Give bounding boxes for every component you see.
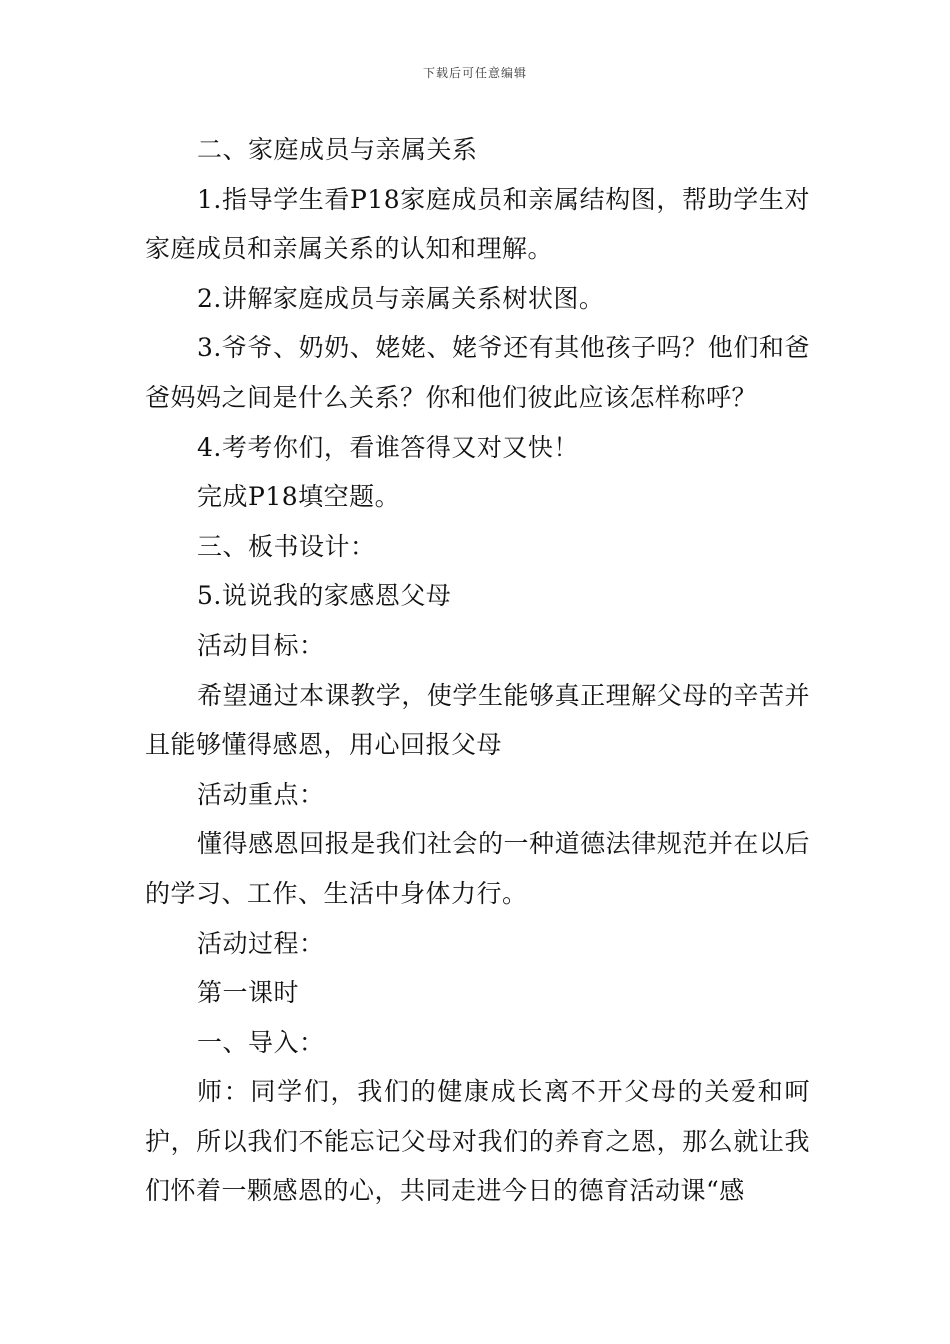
- paragraph: 希望通过本课教学，使学生能够真正理解父母的辛苦并且能够懂得感恩，用心回报父母: [145, 680, 810, 760]
- subheading: 活动过程：: [197, 928, 325, 958]
- section-heading: 三、板书设计：: [197, 531, 376, 561]
- subheading: 第一课时: [197, 978, 300, 1008]
- section-heading: 一、导入：: [197, 1027, 325, 1057]
- paragraph: 1.指导学生看P18家庭成员和亲属结构图，帮助学生对家庭成员和亲属关系的认知和理解。: [145, 184, 810, 264]
- paragraph: 完成P18填空题。: [197, 482, 401, 512]
- paragraph: 2.讲解家庭成员与亲属关系树状图。: [197, 283, 605, 313]
- section-heading: 二、家庭成员与亲属关系: [197, 135, 478, 164]
- subheading: 活动目标：: [197, 630, 325, 660]
- paragraph: 师：同学们，我们的健康成长离不开父母的关爱和呵护，所以我们不能忘记父母对我们的养育之恩，那么就让我们怀着一颗感恩的心，共同走进今日的德育活动课“感: [145, 1077, 810, 1206]
- paragraph: 3.爷爷、奶奶、姥姥、姥爷还有其他孩子吗？他们和爸爸妈妈之间是什么关系？你和他们彼此应该怎样称呼？: [145, 333, 810, 412]
- paragraph: 懂得感恩回报是我们社会的一种道德法律规范并在以后的学习、工作、生活中身体力行。: [145, 829, 810, 908]
- document-body: [145, 125, 810, 1216]
- lesson-title: 5.说说我的家感恩父母: [197, 581, 452, 611]
- paragraph: 4.考考你们，看谁答得又对又快！: [197, 432, 579, 462]
- page-header: 下载后可任意编辑: [422, 66, 527, 80]
- subheading: 活动重点：: [197, 779, 325, 809]
